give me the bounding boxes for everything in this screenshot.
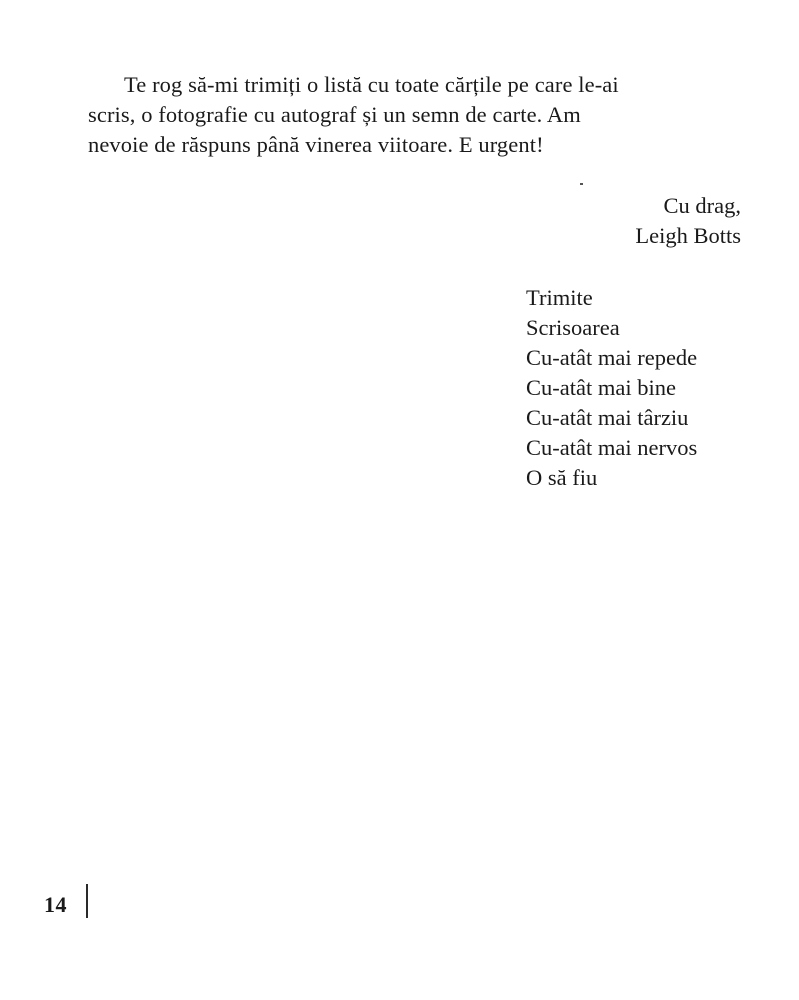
letter-signature-block: [635, 191, 741, 251]
page-number: 14: [44, 892, 67, 917]
letter-paragraph: [88, 70, 748, 160]
poem-block: [526, 283, 697, 493]
poem-line: Trimite: [526, 285, 593, 310]
poem-line: Cu-atât mai nervos: [526, 435, 698, 460]
poem-line: Scrisoarea: [526, 315, 620, 340]
poem-line: Cu-atât mai târziu: [526, 405, 689, 430]
page-footer: [44, 884, 88, 918]
letter-line: scris, o fotografie cu autograf și un semn de carte. Am: [88, 102, 581, 127]
poem-line: Cu-atât mai bine: [526, 375, 676, 400]
letter-line: nevoie de răspuns până vinerea viitoare. E urgent!: [88, 132, 544, 157]
letter-line: Te rog să-mi trimiți o listă cu toate cărțile pe care le-ai: [124, 72, 619, 97]
print-speck: [580, 183, 583, 185]
page-number-divider: [86, 884, 88, 918]
letter-closing: Cu drag,: [663, 193, 741, 218]
poem-line: Cu-atât mai repede: [526, 345, 698, 370]
poem-line: O să fiu: [526, 465, 598, 490]
letter-signature: Leigh Botts: [635, 223, 741, 248]
